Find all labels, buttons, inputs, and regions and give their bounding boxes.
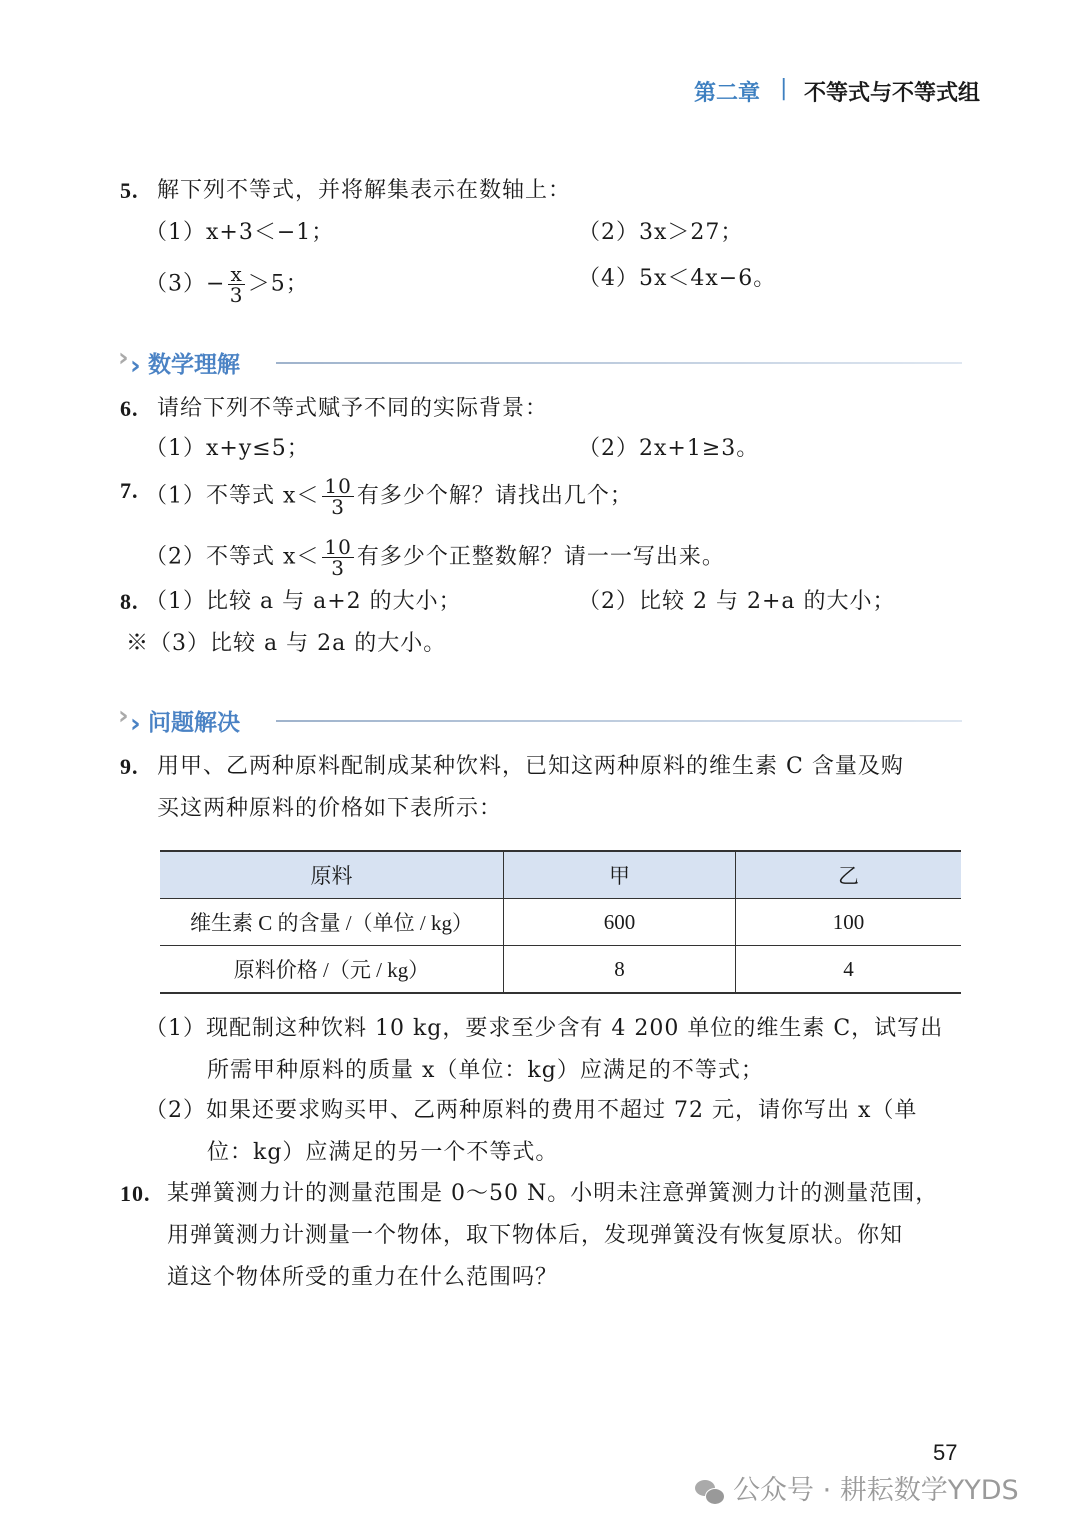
q10-line1: 某弹簧测力计的测量范围是 0～50 N。小明未注意弹簧测力计的测量范围， — [167, 1181, 939, 1206]
q6-number: 6. — [120, 396, 139, 421]
table-cell: 600 — [504, 899, 736, 946]
table-cell: 原料价格 /（元 / kg） — [160, 946, 504, 994]
table-cell: 100 — [736, 899, 962, 946]
page-number: 57 — [933, 1440, 958, 1465]
q7-part2: （2）不等式 x＜ $\frac{10}{3}$ 有多少个正整数解？请一一写出来。 — [145, 535, 725, 580]
table-cell: 4 — [736, 946, 962, 994]
q8-part1: （1）比较 a 与 a+2 的大小； — [145, 589, 462, 614]
chevron-icon: › › — [118, 342, 141, 381]
table-header: 原料 — [160, 851, 504, 899]
table-header: 甲 — [504, 851, 736, 899]
watermark: 公众号 · 耕耘数学YYDS — [695, 1468, 1019, 1507]
q5-text: 解下列不等式，并将解集表示在数轴上： — [157, 178, 572, 203]
table-header: 乙 — [736, 851, 962, 899]
section-rule — [276, 362, 962, 364]
q5-part1: （1）x+3＜−1； — [145, 220, 335, 245]
q9-number: 9. — [120, 754, 139, 779]
section-rule — [276, 720, 962, 722]
table-cell: 维生素 C 的含量 /（单位 / kg） — [160, 899, 504, 946]
q9-line2: 买这两种原料的价格如下表所示： — [157, 796, 503, 821]
q6-text: 请给下列不等式赋予不同的实际背景： — [157, 396, 549, 421]
q5-number: 5. — [120, 178, 139, 203]
q8-number: 8. — [120, 589, 139, 614]
q10-number: 10. — [120, 1181, 151, 1206]
material-table — [160, 850, 961, 994]
q6-part2: （2）2x+1≥3。 — [578, 436, 760, 461]
q9-line1: 用甲、乙两种原料配制成某种饮料，已知这两种原料的维生素 C 含量及购 — [157, 754, 904, 779]
q10-line3: 道这个物体所受的重力在什么范围吗？ — [167, 1265, 559, 1290]
table-cell: 8 — [504, 946, 736, 994]
section-heading-problem-solving: › › 问题解决 — [118, 704, 240, 739]
q8-part2: （2）比较 2 与 2+a 的大小； — [578, 589, 896, 614]
q6-part1: （1）x+y≤5； — [145, 436, 310, 461]
q7-part1: （1）不等式 x＜ $\frac{10}{3}$ 有多少个解？请找出几个； — [145, 474, 633, 519]
q8-part3: ※（3）比较 a 与 2a 的大小。 — [126, 631, 447, 656]
q5-part4: （4）5x＜4x−6。 — [578, 266, 777, 291]
chapter-title: 不等式与不等式组 — [804, 81, 981, 106]
table-row — [160, 946, 961, 994]
wechat-icon — [695, 1480, 725, 1504]
q9-part1-line1: （1）现配制这种饮料 10 kg，要求至少含有 4 200 单位的维生素 C，试写出 — [145, 1016, 944, 1041]
chapter-label: 第二章 — [694, 81, 761, 106]
q9-part1-line2: 所需甲种原料的质量 x（单位：kg）应满足的不等式； — [207, 1058, 764, 1083]
q5-part2: （2）3x＞27； — [578, 220, 744, 245]
q5-part3: （3）− $\frac{x}{3}$ ＞5； — [145, 262, 309, 307]
q9-part2-line1: （2）如果还要求购买甲、乙两种原料的费用不超过 72 元，请你写出 x（单 — [145, 1098, 918, 1123]
q9-part2-line2: 位：kg）应满足的另一个不等式。 — [207, 1140, 559, 1165]
table-header-row — [160, 851, 961, 899]
q10-line2: 用弹簧测力计测量一个物体，取下物体后，发现弹簧没有恢复原状。你知 — [167, 1223, 904, 1248]
section-heading-math-understanding: › › 数学理解 — [118, 346, 240, 381]
header-separator: | — [780, 76, 788, 101]
table-row — [160, 899, 961, 946]
q7-number: 7. — [120, 478, 139, 503]
chevron-icon: › › — [118, 700, 141, 739]
